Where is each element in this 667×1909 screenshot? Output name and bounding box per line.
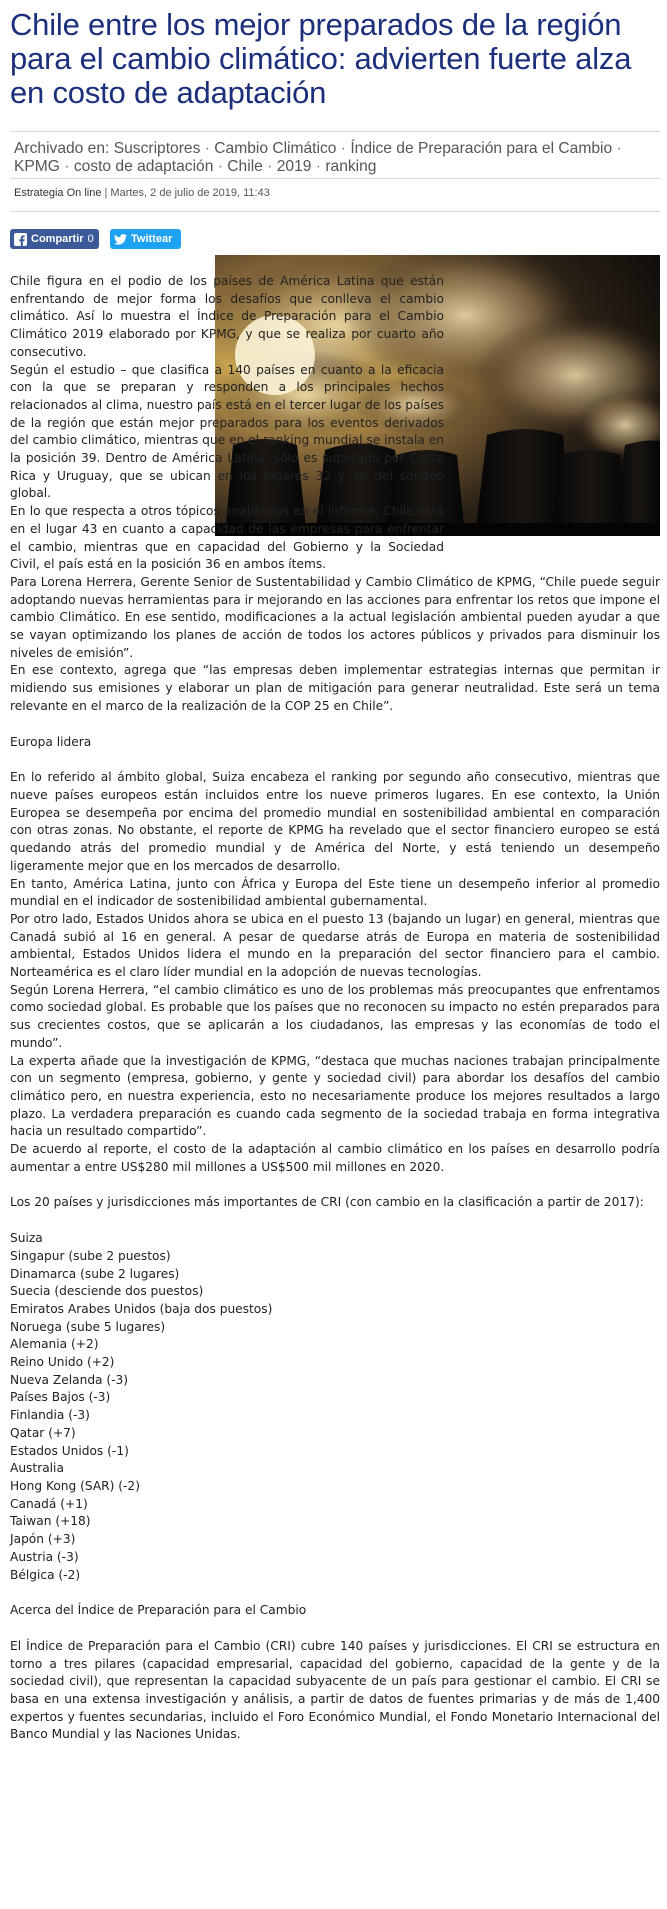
list-item: Nueva Zelanda (-3) [10, 1372, 129, 1387]
list-item: Canadá (+1) [10, 1496, 88, 1511]
list-item: Japón (+3) [10, 1532, 76, 1547]
divider-top [10, 131, 660, 132]
section-heading-europe: Europa lidera [10, 734, 92, 749]
list-item: Bélgica (-2) [10, 1567, 81, 1582]
list-item: Alemania (+2) [10, 1337, 99, 1352]
paragraph: En lo que respecta a otros tópicos analizados en el informe, Chile está en el lugar 43 en cuanto a capacidad de las empresas para enfrentar el cambio, mientras que en capacidad del Gobierno y la Sociedad Civil, el país está en la posición 36 en ambos ítems. [10, 504, 444, 572]
byline: Estrategia On line | Martes, 2 de julio de 2019, 11:43 [14, 187, 270, 199]
list-item: Noruega (sube 5 lugares) [10, 1319, 166, 1334]
twitter-share-button[interactable] [110, 229, 181, 249]
facebook-share-count: 0 [87, 233, 94, 245]
tags-label: Archivado en: [14, 140, 110, 157]
ranking-list [10, 1230, 660, 1584]
tag-link[interactable]: Cambio Climático [214, 140, 337, 157]
divider-bottom [10, 211, 660, 212]
paragraph: El Índice de Preparación para el Cambio (CRI) cubre 140 países y jurisdicciones. El CRI se estructura en torno a tres pilares (capacidad empresarial, capacidad del gobierno, capacidad de la gente y de la sociedad civil), que representan la capacidad subyacente de un país para gestionar el cambio. El CRI se basa en una extensa investigación y análisis, a partir de datos de fuentes primarias y de más de 1,400 expertos y fuentes secundarias, incluido el Foro Económico Mundial, el Fondo Monetario Internacional del Banco Mundial y las Naciones Unidas. [10, 1638, 660, 1742]
list-item: Finlandia (-3) [10, 1408, 90, 1423]
byline-date: Martes, 2 de julio de 2019, 11:43 [110, 187, 270, 199]
tag-link[interactable]: 2019 [276, 157, 312, 175]
list-item: Reino Unido (+2) [10, 1355, 115, 1370]
facebook-share-button[interactable] [10, 229, 99, 249]
tags-line: Archivado en: Suscriptores · Cambio Climático · Índice de Preparación para el Cambio · KPMG · costo de adaptación · Chile · 2019 · ranking [14, 140, 622, 175]
list-item: Emiratos Arabes Unidos (baja dos puestos) [10, 1301, 273, 1316]
paragraph: Por otro lado, Estados Unidos ahora se ubica en el puesto 13 (bajando un lugar) en general, mientras que Canadá subió al 16 en general. A pesar de quedarse atrás de Europa en materia de sostenibilidad ambiental, Estados Unidos lidera el mundo en la preparación del sector financiero para el cambio. Norteamérica es el claro líder mundial en la adopción de nuevas tecnologías. [10, 911, 660, 980]
list-item: Países Bajos (-3) [10, 1390, 111, 1405]
tag-link[interactable]: ranking [325, 157, 377, 175]
paragraph: Según el estudio – que clasifica a 140 países en cuanto a la eficacia con la que se preparan y responden a los principales hechos relacionados al clima, nuestro país está en el tercer lugar de los países de la región que están mejor preparados para los eventos derivados del cambio climático, mientras que en el ranking mundial se instala en la posición 39. Dentro de América Latina, sólo es superado por Costa Rica y Uruguay, que se ubican en los lugares 32 y 36 del sondeo global. [10, 362, 444, 501]
ranking-intro: Los 20 países y jurisdicciones más importantes de CRI (con cambio en la clasificación a partir de 2017): [10, 1195, 644, 1210]
facebook-icon [14, 233, 27, 246]
facebook-share-label: Compartir [31, 233, 84, 245]
paragraph: Según Lorena Herrera, “el cambio climático es uno de los problemas más preocupantes que enfrentamos como sociedad global. Es probable que los países que no reconocen su impacto no estén preparados para sus crecientes costos, que se aplicarán a los ciudadanos, las empresas y las economías de todo el mundo”. [10, 982, 660, 1050]
list-item: Austria (-3) [10, 1549, 79, 1564]
tag-link[interactable]: Suscriptores [113, 140, 201, 157]
list-item: Suecia (desciende dos puestos) [10, 1284, 204, 1299]
paragraph: Chile figura en el podio de los países de América Latina que están enfrentando de mejor forma los desafíos que conlleva el cambio climático. Así lo muestra el Índice de Preparación para el Cambio Climático 2019 elaborado por KPMG, y que se realiza por cuarto año consecutivo. [10, 274, 444, 359]
list-item: Suiza [10, 1231, 43, 1246]
paragraph: En ese contexto, agrega que “las empresas deben implementar estrategias internas que permitan ir midiendo sus emisiones y elaborar un plan de mitigación para generar neutralidad. Este será un tema relevante en el marco de la realización de la COP 25 en Chile”. [10, 663, 660, 713]
tag-link[interactable]: Chile [227, 157, 263, 175]
tag-link[interactable]: KPMG [14, 157, 60, 175]
twitter-share-label: Twittear [131, 233, 173, 245]
paragraph: En tanto, América Latina, junto con África y Europa del Este tiene un desempeño inferior al promedio mundial en el indicador de sostenibilidad ambiental gubernamental. [10, 876, 660, 909]
tag-link[interactable]: costo de adaptación [73, 157, 214, 175]
divider-middle [10, 178, 660, 179]
list-item: Qatar (+7) [10, 1425, 76, 1440]
paragraph: Para Lorena Herrera, Gerente Senior de Sustentabilidad y Cambio Climático de KPMG, “Chile puede seguir adoptando nuevas herramientas para ir mejorando en las acciones para enfrentar los retos que impone el cambio Climático. En ese sentido, modificaciones a la actual legislación ambiental pueden ayudar a que se vayan optimizando los planes de acción de todos los actores públicos y privados para disminuir los niveles de emisión”. [10, 574, 660, 660]
article-body [10, 273, 660, 1744]
section-heading-about: Acerca del Índice de Preparación para el Cambio [10, 1603, 307, 1618]
list-item: Singapur (sube 2 puestos) [10, 1248, 171, 1263]
paragraph: La experta añade que la investigación de KPMG, “destaca que muchas naciones trabajan principalmente con un segmento (empresa, gobierno, y gente y sociedad civil) para abordar los desafíos del cambio climático pero, en nuestra experiencia, esto no necesariamente produce los mejores resultados a largo plazo. La verdadera preparación es cuando cada segmento de la sociedad trabaja en forma integrativa hacia un resultado compartido”. [10, 1053, 660, 1139]
tag-link[interactable]: Índice de Preparación para el Cambio [350, 140, 613, 157]
paragraph: En lo referido al ámbito global, Suiza encabeza el ranking por segundo año consecutivo, mientras que nueve países europeos están incluidos entre los nueve primeros lugares. En ese contexto, la Unión Europea se desempeña por encima del promedio mundial en sostenibilidad ambiental en comparación con otras zonas. No obstante, el reporte de KPMG ha revelado que el sector financiero europeo se está quedando atrás del promedio mundial y de América del Norte, y está teniendo un desempeño ligeramente mejor que en los mercados de desarrollo. [10, 770, 660, 873]
article-title: Chile entre los mejor preparados de la región para el cambio climático: advierten fuerte alza en costo de adaptación [10, 7, 632, 110]
list-item: Dinamarca (sube 2 lugares) [10, 1266, 180, 1281]
list-item: Hong Kong (SAR) (-2) [10, 1479, 140, 1493]
twitter-icon [114, 234, 127, 245]
list-item: Australia [10, 1461, 64, 1476]
paragraph: De acuerdo al reporte, el costo de la adaptación al cambio climático en los países en desarrollo podría aumentar a entre US$280 mil millones a US$500 mil millones en 2020. [10, 1142, 660, 1174]
byline-source: Estrategia On line [14, 187, 102, 199]
photo-spacer [450, 273, 660, 543]
list-item: Taiwan (+18) [10, 1514, 91, 1529]
list-item: Estados Unidos (-1) [10, 1443, 129, 1458]
